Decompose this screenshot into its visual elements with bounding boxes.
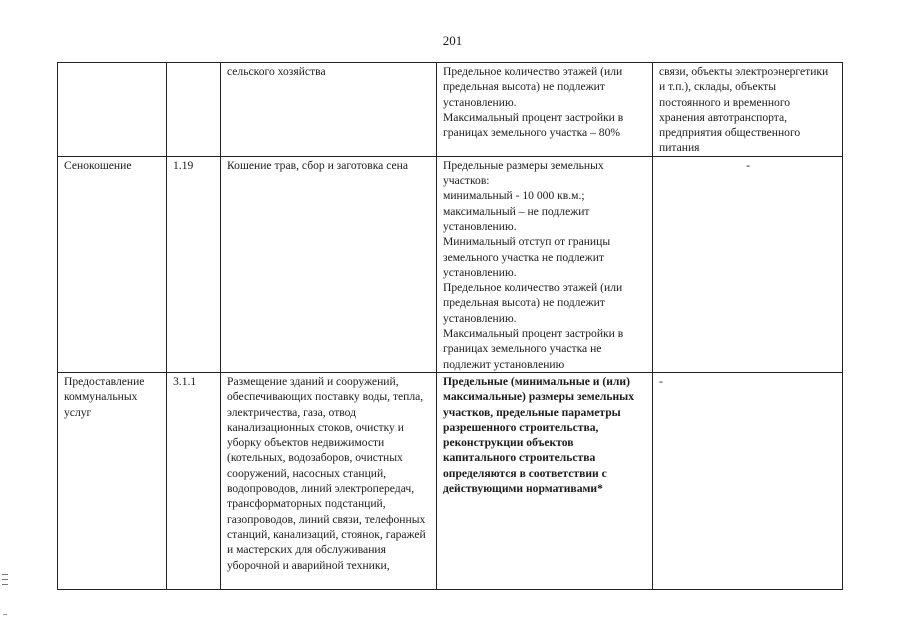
land-use-table — [57, 62, 843, 590]
restrictions-cell: связи, объекты электроэнергетики и т.п.), склады, объекты постоянного и временного хранения автотранспорта, предприятия общественного питания — [653, 63, 843, 157]
use-name-cell — [58, 63, 167, 157]
parameters-cell: Предельные (минимальные и (или) максимальные) размеры земельных участков, предельные параметры разрешенного строительства, реконструкции объектов капитального строительства определяются в соответствии с действующими нормативами* — [437, 372, 653, 589]
use-description-cell: сельского хозяйства — [221, 63, 437, 157]
use-name-cell: Сенокошение — [58, 156, 167, 372]
use-description-cell: Размещение зданий и сооружений, обеспечивающих поставку воды, тепла, электричества, газа, отвод канализационных стоков, очистку и уборку объектов недвижимости (котельных, водозаборов, очистных сооружений, насосных станций, водопроводов, линий электропередач, трансформаторных подстанций, газопроводов, линий связи, телефонных станций, канализаций, стоянок, гаражей и мастерских для обслуживания уборочной и аварийной техники, — [221, 372, 437, 589]
parameters-cell: Предельное количество этажей (или предельная высота) не подлежит установлению. Максимальный процент застройки в границах земельного участка – 80% — [437, 63, 653, 157]
use-code-cell — [167, 63, 221, 157]
restrictions-cell: - — [653, 372, 843, 589]
margin-binding-mark — [2, 574, 8, 585]
page-number: 201 — [442, 33, 463, 48]
margin-tick — [3, 614, 7, 615]
table-row — [58, 63, 843, 157]
restrictions-cell: - — [653, 156, 843, 372]
use-name-cell: Предоставление коммунальных услуг — [58, 372, 167, 589]
use-code-cell: 3.1.1 — [167, 372, 221, 589]
use-code-cell: 1.19 — [167, 156, 221, 372]
table-row — [58, 372, 843, 589]
table-row — [58, 156, 843, 372]
use-description-cell: Кошение трав, сбор и заготовка сена — [221, 156, 437, 372]
parameters-cell: Предельные размеры земельных участков: минимальный - 10 000 кв.м.; максимальный – не подлежит установлению. Минимальный отступ от границы земельного участка не подлежит установлению. Предельное количество этажей (или предельная высота) не подлежит установлению. Максимальный процент застройки в границах земельного участка не подлежит установлению — [437, 156, 653, 372]
